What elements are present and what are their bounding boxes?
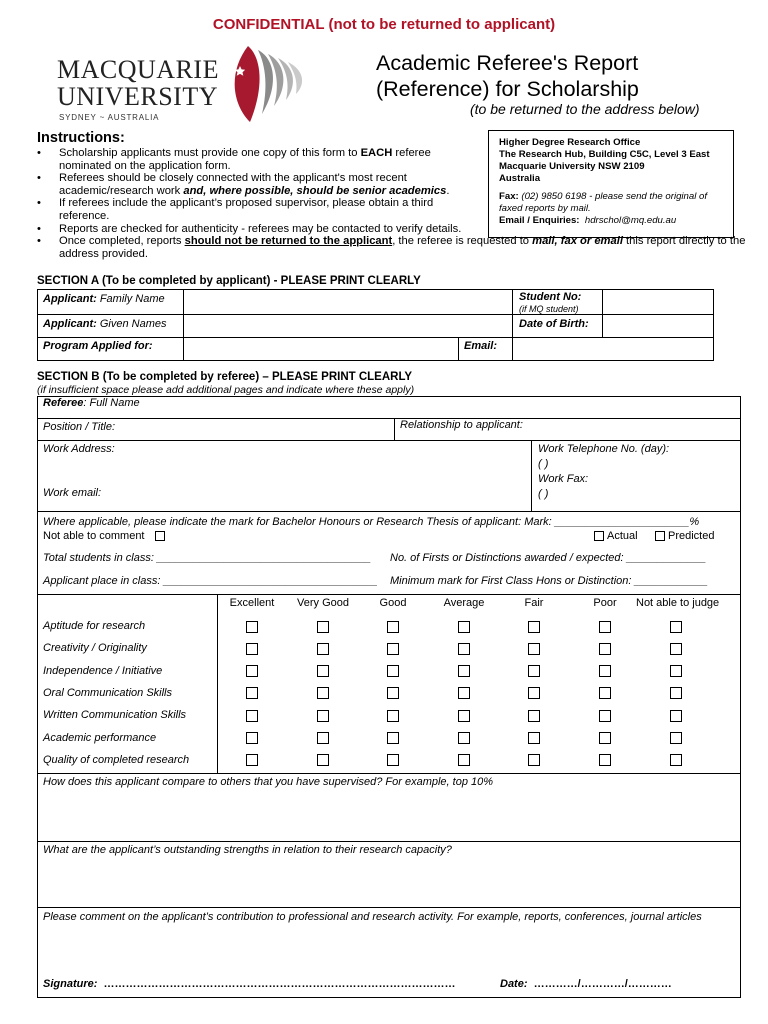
rating-checkbox[interactable]: [246, 710, 258, 722]
instruction-item: • Once completed, reports should not be returned to the applicant, the referee is requested to mail, fax or email this report directly to the address provided.: [37, 235, 759, 260]
rating-checkbox[interactable]: [599, 687, 611, 699]
instruction-item: • If referees include the applicant’s proposed supervisor, please obtain a third reference.: [37, 197, 459, 222]
program-field[interactable]: [186, 340, 454, 359]
logo-line-1: MACQUARIE: [57, 55, 219, 84]
rating-checkbox[interactable]: [670, 665, 682, 677]
not-able-comment-label: Not able to comment: [43, 530, 145, 542]
position-field[interactable]: [125, 421, 390, 438]
rating-checkbox[interactable]: [246, 621, 258, 633]
address-line: Macquarie University NSW 2109: [499, 161, 645, 172]
rating-checkbox[interactable]: [246, 732, 258, 744]
rating-checkbox[interactable]: [528, 710, 540, 722]
question-strengths: What are the applicant’s outstanding strengths in relation to their research capacity?: [43, 844, 452, 856]
answer-contribution-field[interactable]: [40, 928, 738, 972]
email-field[interactable]: [515, 340, 711, 359]
rating-checkbox[interactable]: [599, 732, 611, 744]
rating-checkbox[interactable]: [670, 643, 682, 655]
rating-row-label: Academic performance: [43, 731, 157, 744]
email-line: Email / Enquiries: hdrschol@mq.edu.au: [499, 215, 677, 226]
rating-checkbox[interactable]: [317, 643, 329, 655]
title-subtitle: (to be returned to the address below): [470, 101, 700, 117]
fax-line-2: faxed reports by mail.: [499, 203, 591, 214]
rating-row-label: Independence / Initiative: [43, 664, 163, 677]
logo-subtitle: SYDNEY ~ AUSTRALIA: [59, 113, 160, 122]
university-logo-text: [57, 56, 219, 110]
work-address-label: Work Address:: [43, 443, 115, 455]
title-line-1: Academic Referee's Report: [376, 51, 639, 75]
rating-checkbox[interactable]: [528, 687, 540, 699]
rating-checkbox[interactable]: [599, 643, 611, 655]
not-able-comment-checkbox[interactable]: [155, 531, 165, 541]
rating-column-header: Good: [379, 597, 407, 609]
rating-checkbox[interactable]: [458, 732, 470, 744]
confidential-notice: CONFIDENTIAL (not to be returned to applicant): [212, 16, 556, 33]
work-email-label: Work email:: [43, 487, 102, 499]
rating-checkbox[interactable]: [599, 710, 611, 722]
relationship-label: Relationship to applicant:: [400, 419, 523, 431]
instructions-heading: Instructions:: [37, 130, 125, 146]
section-b-note: (if insufficient space please add additional pages and indicate where these apply): [37, 384, 415, 396]
section-a-heading: SECTION A (To be completed by applicant) - PLEASE PRINT CLEARLY: [37, 275, 421, 287]
rating-checkbox[interactable]: [670, 687, 682, 699]
rating-checkbox[interactable]: [670, 754, 682, 766]
rating-checkbox[interactable]: [317, 732, 329, 744]
date-field[interactable]: …………/…………/…………: [533, 978, 672, 990]
rating-row-label: Quality of completed research: [43, 753, 190, 766]
actual-label: Actual: [607, 530, 638, 542]
dob-field[interactable]: [605, 317, 711, 335]
rating-column-header: Poor: [593, 597, 617, 609]
rating-column-header: Average: [443, 597, 485, 609]
rating-checkbox[interactable]: [246, 643, 258, 655]
work-phone-label: Work Telephone No. (day):: [538, 443, 670, 455]
signature-field[interactable]: ……………………………………………………………………………………: [103, 978, 456, 990]
rating-column-header: Not able to judge: [636, 597, 720, 609]
fax-line: Fax: (02) 9850 6198 - please send the original of: [499, 191, 708, 202]
rating-checkbox[interactable]: [670, 621, 682, 633]
student-no-label: Student No:: [519, 291, 582, 303]
student-no-note: (if MQ student): [519, 304, 579, 314]
family-name-label: Applicant: Family Name: [43, 293, 165, 305]
rating-checkbox[interactable]: [246, 687, 258, 699]
student-no-field[interactable]: [605, 292, 711, 312]
rating-checkbox[interactable]: [599, 754, 611, 766]
rating-column-header: Fair: [524, 597, 544, 609]
question-compare: How does this applicant compare to others that you have supervised? For example, top 10%: [43, 776, 494, 788]
relationship-field[interactable]: [530, 421, 736, 438]
rating-checkbox[interactable]: [387, 732, 399, 744]
rating-row-label: Creativity / Originality: [43, 642, 147, 655]
rating-checkbox[interactable]: [670, 710, 682, 722]
rating-checkbox[interactable]: [458, 754, 470, 766]
rating-checkbox[interactable]: [528, 732, 540, 744]
instruction-item: • Referees should be closely connected with the applicant's most recent academic/research work and, where possible, should be senior academics.: [37, 172, 459, 197]
total-students-line: Total students in class: ___________________________________: [43, 552, 372, 564]
given-names-label: Applicant: Given Names: [43, 318, 167, 330]
rating-checkbox[interactable]: [387, 710, 399, 722]
rating-checkbox[interactable]: [528, 665, 540, 677]
address-line: The Research Hub, Building C5C, Level 3 East: [499, 149, 710, 160]
rating-checkbox[interactable]: [458, 710, 470, 722]
referee-name-field[interactable]: [150, 398, 736, 416]
rating-checkbox[interactable]: [599, 665, 611, 677]
family-name-field[interactable]: [186, 292, 508, 312]
rating-row-label: Written Communication Skills: [43, 709, 187, 722]
rating-checkbox[interactable]: [528, 754, 540, 766]
rating-checkbox[interactable]: [528, 621, 540, 633]
question-contribution: Please comment on the applicant’s contribution to professional and research activity. For example, reports, conferences, journal articles: [43, 911, 702, 923]
rating-checkbox[interactable]: [387, 687, 399, 699]
instruction-item: • Scholarship applicants must provide one copy of this form to EACH referee nominated on the application form.: [37, 147, 459, 172]
rating-row-label: Aptitude for research: [43, 620, 146, 632]
minimum-mark-line: Minimum mark for First Class Hons or Distinction: ____________: [390, 575, 708, 587]
instruction-item: • Reports are checked for authenticity - referees may be contacted to verify details.: [37, 223, 499, 236]
rating-row-label: Oral Communication Skills: [43, 686, 172, 699]
program-label: Program Applied for:: [43, 340, 153, 352]
answer-strengths-field[interactable]: [40, 860, 738, 904]
rating-checkbox[interactable]: [387, 621, 399, 633]
university-crest-icon: [228, 44, 310, 124]
predicted-checkbox[interactable]: [655, 531, 665, 541]
rating-checkbox[interactable]: [458, 687, 470, 699]
rating-checkbox[interactable]: [317, 621, 329, 633]
rating-checkbox[interactable]: [458, 643, 470, 655]
form-title: [376, 50, 639, 102]
rating-column-header: Excellent: [229, 597, 275, 609]
rating-checkbox[interactable]: [599, 621, 611, 633]
rating-checkbox[interactable]: [317, 687, 329, 699]
rating-checkbox[interactable]: [317, 710, 329, 722]
email-label: Email:: [464, 340, 498, 352]
dob-label: Date of Birth:: [519, 318, 589, 330]
class-place-line: Applicant place in class: ___________________________________: [43, 575, 378, 587]
address-line: Australia: [499, 173, 541, 184]
rating-checkbox[interactable]: [387, 643, 399, 655]
answer-compare-field[interactable]: [40, 792, 738, 838]
rating-checkbox[interactable]: [458, 665, 470, 677]
work-fax-label: Work Fax:: [538, 473, 589, 485]
work-fax-field[interactable]: ( ): [538, 488, 549, 500]
predicted-label: Predicted: [668, 530, 715, 542]
address-line: Higher Degree Research Office: [499, 137, 641, 148]
rating-checkbox[interactable]: [387, 754, 399, 766]
mark-line: Where applicable, please indicate the mark for Bachelor Honours or Research Thesis of applicant: Mark: ______________________%: [43, 516, 700, 528]
given-names-field[interactable]: [186, 317, 508, 335]
rating-checkbox[interactable]: [246, 754, 258, 766]
rating-checkbox[interactable]: [317, 665, 329, 677]
rating-checkbox[interactable]: [458, 621, 470, 633]
work-address-field[interactable]: [43, 457, 527, 485]
title-line-2: (Reference) for Scholarship: [376, 77, 639, 101]
work-phone-field[interactable]: ( ): [538, 458, 549, 470]
firsts-line: No. of Firsts or Distinctions awarded / expected: _____________: [390, 552, 707, 564]
actual-checkbox[interactable]: [594, 531, 604, 541]
section-b-heading: SECTION B (To be completed by referee) – PLEASE PRINT CLEARLY: [37, 371, 413, 383]
date-line: Date: …………/…………/…………: [500, 978, 672, 990]
rating-checkbox[interactable]: [317, 754, 329, 766]
rating-checkbox[interactable]: [528, 643, 540, 655]
return-address-box: [488, 130, 734, 238]
rating-checkbox[interactable]: [246, 665, 258, 677]
referee-label: Referee: Full Name: [43, 397, 140, 409]
rating-column-header: Very Good: [297, 597, 349, 609]
signature-line: Signature: ……………………………………………………………………………………: [43, 978, 456, 990]
rating-checkbox[interactable]: [387, 665, 399, 677]
work-email-field[interactable]: [110, 487, 527, 507]
rating-checkbox[interactable]: [670, 732, 682, 744]
logo-line-2: UNIVERSITY: [57, 82, 218, 111]
position-label: Position / Title:: [43, 421, 116, 433]
